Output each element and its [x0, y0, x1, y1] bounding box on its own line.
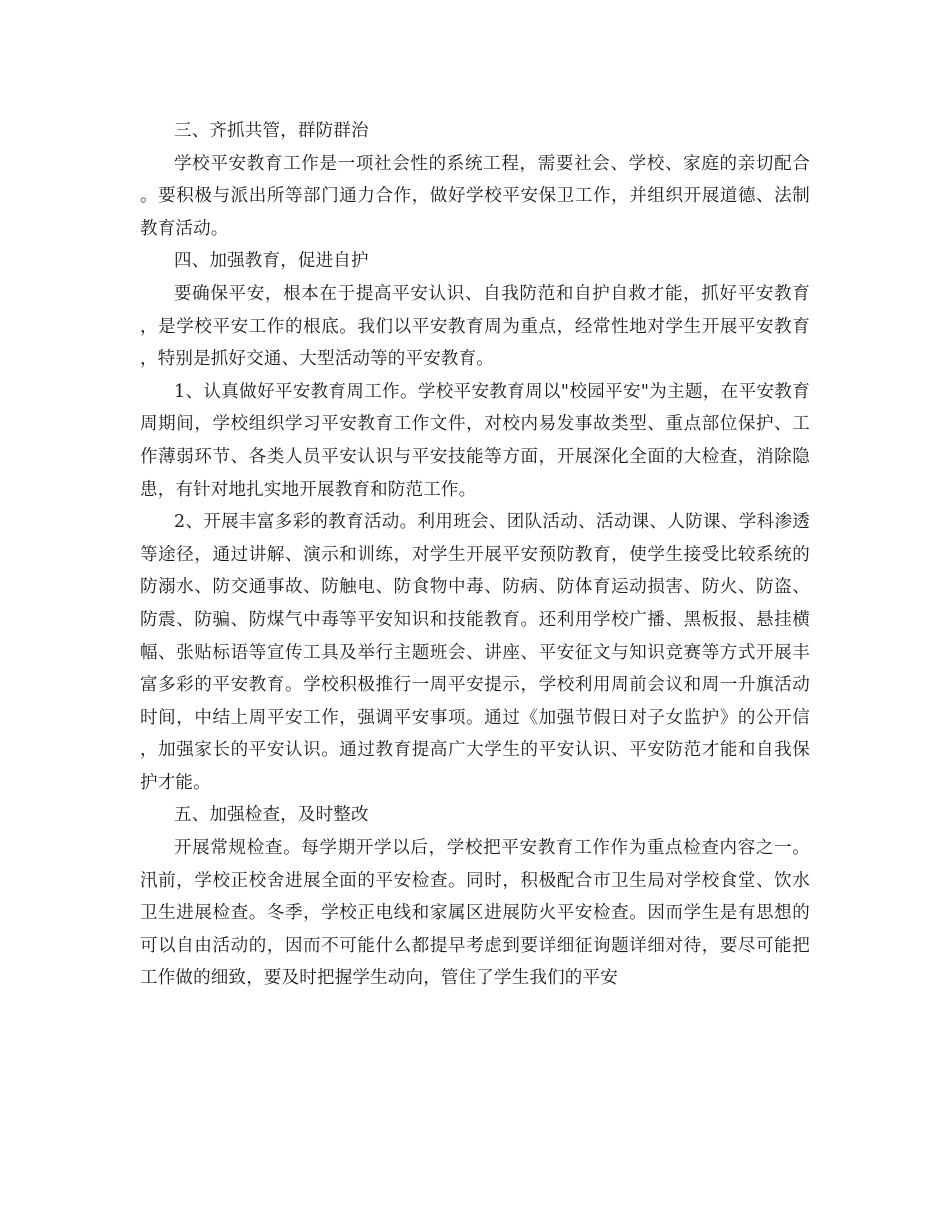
document-body: [140, 115, 810, 995]
paragraph: 1、认真做好平安教育周工作。学校平安教育周以"校园平安"为主题，在平安教育周期间，学校组织学习平安教育工作文件，对校内易发事故类型、重点部位保护、工作薄弱环节、各类人员平安认识与平安技能等方面，开展深化全面的大检查，消除隐患，有针对地扎实地开展教育和防范工作。: [140, 381, 810, 500]
paragraph: 学校平安教育工作是一项社会性的系统工程，需要社会、学校、家庭的亲切配合。要积极与派出所等部门通力合作，做好学校平安保卫工作，并组织开展道德、法制教育活动。: [140, 153, 810, 239]
paragraph: 要确保平安，根本在于提高平安认识、自我防范和自护自救才能，抓好平安教育，是学校平安工作的根底。我们以平安教育周为重点，经常性地对学生开展平安教育，特别是抓好交通、大型活动等的平安教育。: [140, 283, 810, 370]
paragraph: 开展常规检查。每学期开学以后，学校把平安教育工作作为重点检查内容之一。汛前，学校正校舍进展全面的平安检查。同时，积极配合市卫生局对学校食堂、饮水卫生进展检查。冬季，学校正电线和家属区进展防火平安检查。因而学生是有思想的可以自由活动的，因而不可能什么都提早考虑到要详细征询题详细对待，要尽可能把工作做的细致，要及时把握学生动向，管住了学生我们的平安: [140, 838, 810, 989]
section-heading-3: 三、齐抓共管，群防群治: [174, 121, 369, 141]
section-heading-5: 五、加强检查，及时整改: [174, 805, 369, 826]
section-heading-4: 四、加强教育，促进自护: [174, 251, 369, 272]
paragraph: 2、开展丰富多彩的教育活动。利用班会、团队活动、活动课、人防课、学科渗透等途径，通过讲解、演示和训练，对学生开展平安预防教育，使学生接受比较系统的防溺水、防交通事故、防触电、防食物中毒、防病、防体育运动损害、防火、防盗、防震、防骗、防煤气中毒等平安知识和技能教育。还利用学校广播、黑板报、悬挂横幅、张贴标语等宣传工具及举行主题班会、讲座、平安征文与知识竞赛等方式开展丰富多彩的平安教育。学校积极推行一周平安提示，学校利用周前会议和周一升旗活动时间，中结上周平安工作，强调平安事项。通过《加强节假日对子女监护》的公开信，加强家长的平安认识。通过教育提高广大学生的平安认识、平安防范才能和自我保护才能。: [140, 512, 810, 793]
